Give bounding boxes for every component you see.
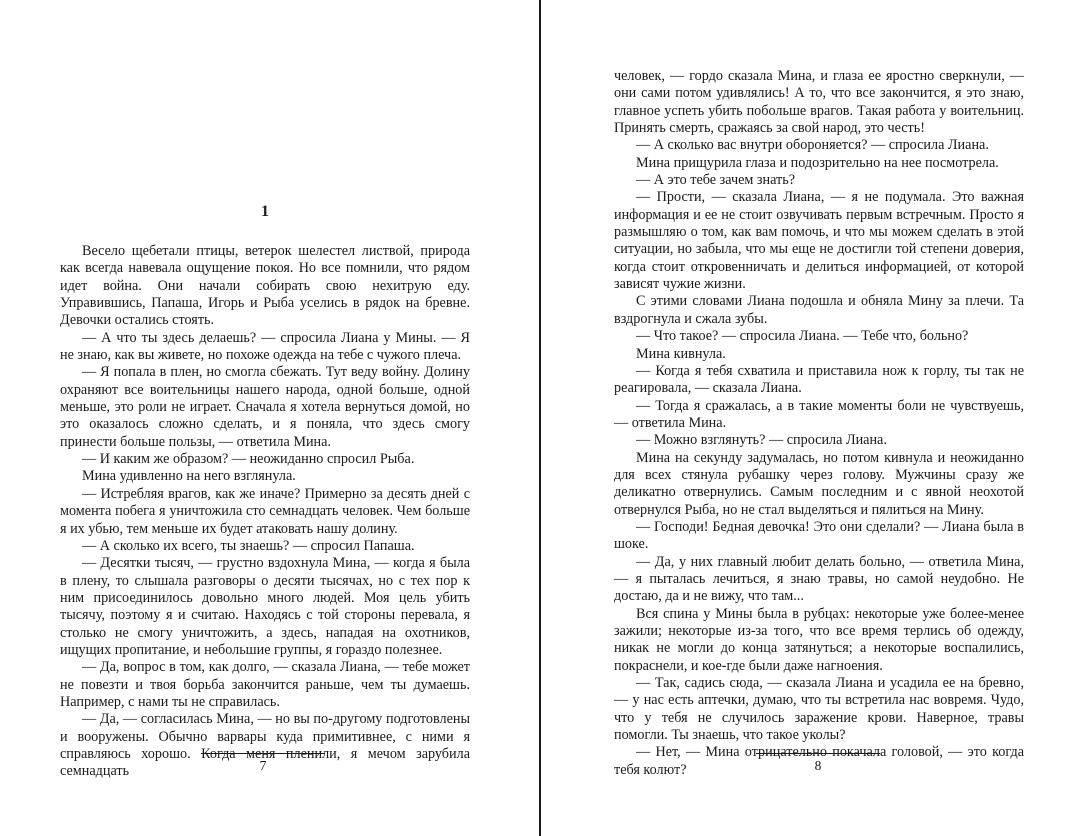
paragraph: Мина кивнула. <box>636 345 726 362</box>
page-number: 8 <box>814 758 822 773</box>
paragraph: — Господи! Бедная девочка! Это они сделали? — Лиана была в шоке. <box>614 518 1024 553</box>
paragraph: С этими словами Лиана подошла и обняла Мину за плечи. Та вздрогнула и сжала зубы. <box>614 293 1024 327</box>
page-number: 7 <box>259 758 267 773</box>
footer-rule <box>201 753 325 754</box>
chapter-number: 1 <box>261 203 269 220</box>
paragraph: — Тогда я сражалась, а в такие моменты боли не чувствуешь, — ответила Мина. <box>614 397 1024 431</box>
left-page <box>0 0 539 836</box>
paragraph: — Десятки тысяч, — грустно вздохнула Мина, — когда я была в плену, то слышала разговоры о десяти тысячах, но с тех пор к ним присоединилось довольно много людей. Моя цель убить тысячу, поэтому я и считаю. Находясь с той стороны перевала, я столько не смогу уничтожить, а здесь, нападая на охотников, ищущих пропитание, и небольшие группы, я гораздо полезнее. <box>60 555 470 658</box>
paragraph: — А сколько вас внутри обороняется? — спросила Лиана. <box>636 137 989 154</box>
right-page-text <box>614 68 1024 779</box>
paragraph: — Нет, — Мина отрицательно покачала головой, — это когда тебя колют? <box>614 744 1024 778</box>
footer-rule <box>756 753 880 754</box>
paragraph: — Да, вопрос в том, как долго, — сказала Лиана, — тебе может не повезти и твоя борьба закончится раньше, чем ты думаешь. Например, с нами ты не справилась. <box>60 659 470 710</box>
paragraph: — Я попала в плен, но смогла сбежать. Тут веду войну. Долину охраняют все воительницы нашего народа, одной больше, одной меньше, это роли не играет. Сначала я хотела вернуться домой, но это оказалось сложно сделать, и я поняла, что здесь смогу принести больше пользы, — ответила Мина. <box>60 364 470 450</box>
paragraph: — Да, у них главный любит делать больно, — ответила Мина, — я пыталась лечиться, я знаю травы, но самой неудобно. Не достаю, да и не вижу, что там... <box>614 553 1024 605</box>
paragraph: — Так, садись сюда, — сказала Лиана и усадила ее на бревно, — у нас есть аптечки, думаю, что ты встретила нас вовремя. Чудо, что у тебя не случилось заражение крови. Наверное, травы помогли. Ты знаешь, что такое уколы? <box>614 675 1024 744</box>
paragraph: — Истребляя врагов, как же иначе? Примерно за десять дней с момента побега я уничтожила сто семнадцать человек. Чем больше я их убью, тем меньше их будет атаковать нашу долину. <box>60 485 470 537</box>
paragraph: Весело щебетали птицы, ветерок шелестел листвой, природа как всегда навевала ощущение покоя. Но все помнили, что рядом идет война. Они начали собирать свою нехитрую еду. Управившись, Папаша, Игорь и Рыба уселись в рядок на бревне. Девочки остались стоять. <box>60 243 470 329</box>
paragraph: Мина удивленно на него взглянула. <box>82 468 296 485</box>
paragraph: — А это тебе зачем знать? <box>636 172 796 189</box>
paragraph: — А сколько их всего, ты знаешь? — спросил Папаша. <box>82 537 415 554</box>
paragraph-continuation: человек, — гордо сказала Мина, и глаза ее яростно сверкнули, — они сами потом удивлялись! А то, что все закончится, я это знаю, главное успеть убить побольше врагов. Такая работа у воительниц. Принять смерть, сражаясь за свой народ, это честь! <box>614 68 1024 137</box>
paragraph: — И каким же образом? — неожиданно спросил Рыба. <box>82 451 415 468</box>
paragraph: — А что ты здесь делаешь? — спросила Лиана у Мины. — Я не знаю, как вы живете, но похоже одежда на тебе с чужого плеча. <box>60 329 470 364</box>
paragraph: Мина прищурила глаза и подозрительно на нее посмотрела. <box>636 154 999 171</box>
right-page <box>541 0 1080 836</box>
paragraph: — Да, — согласилась Мина, — но вы по-другому подготовлены и вооружены. Обычно варвары куда примитивнее, с ними я справляюсь хорошо. Когда меня пленили, я мечом зарубила семнадцать <box>60 711 470 780</box>
paragraph: Мина на секунду задумалась, но потом кивнула и неожиданно для всех стянула рубашку через голову. Мужчины сразу же деликатно отвернулись. Самым последним и с явной неохотой отвернулся Рыба, но не стал выделяться и пялиться на Мину. <box>614 449 1024 518</box>
paragraph: — Можно взглянуть? — спросила Лиана. <box>636 432 887 449</box>
paragraph: — Что такое? — спросила Лиана. — Тебе что, больно? <box>636 328 969 345</box>
paragraph: — Когда я тебя схватила и приставила нож к горлу, ты так не реагировала, — сказала Лиана. <box>614 362 1024 397</box>
paragraph: — Прости, — сказала Лиана, — я не подумала. Это важная информация и ее не стоит озвучивать первым встречным. Просто я размышляю о том, как вам помочь, и что мы можем сделать в этой ситуации, но забыла, что мы еще не достигли той степени доверия, когда стоит откровенничать и делиться информацией, от которой зависят чужие жизни. <box>614 189 1024 293</box>
left-page-text <box>60 243 470 781</box>
paragraph: Вся спина у Мины была в рубцах: некоторые уже более-менее зажили; некоторые из-за того, что все время терлись об одежду, никак не могли до конца затянуться; а некоторые воспалились, покраснели, и кое-где были даже нагноения. <box>614 605 1024 674</box>
